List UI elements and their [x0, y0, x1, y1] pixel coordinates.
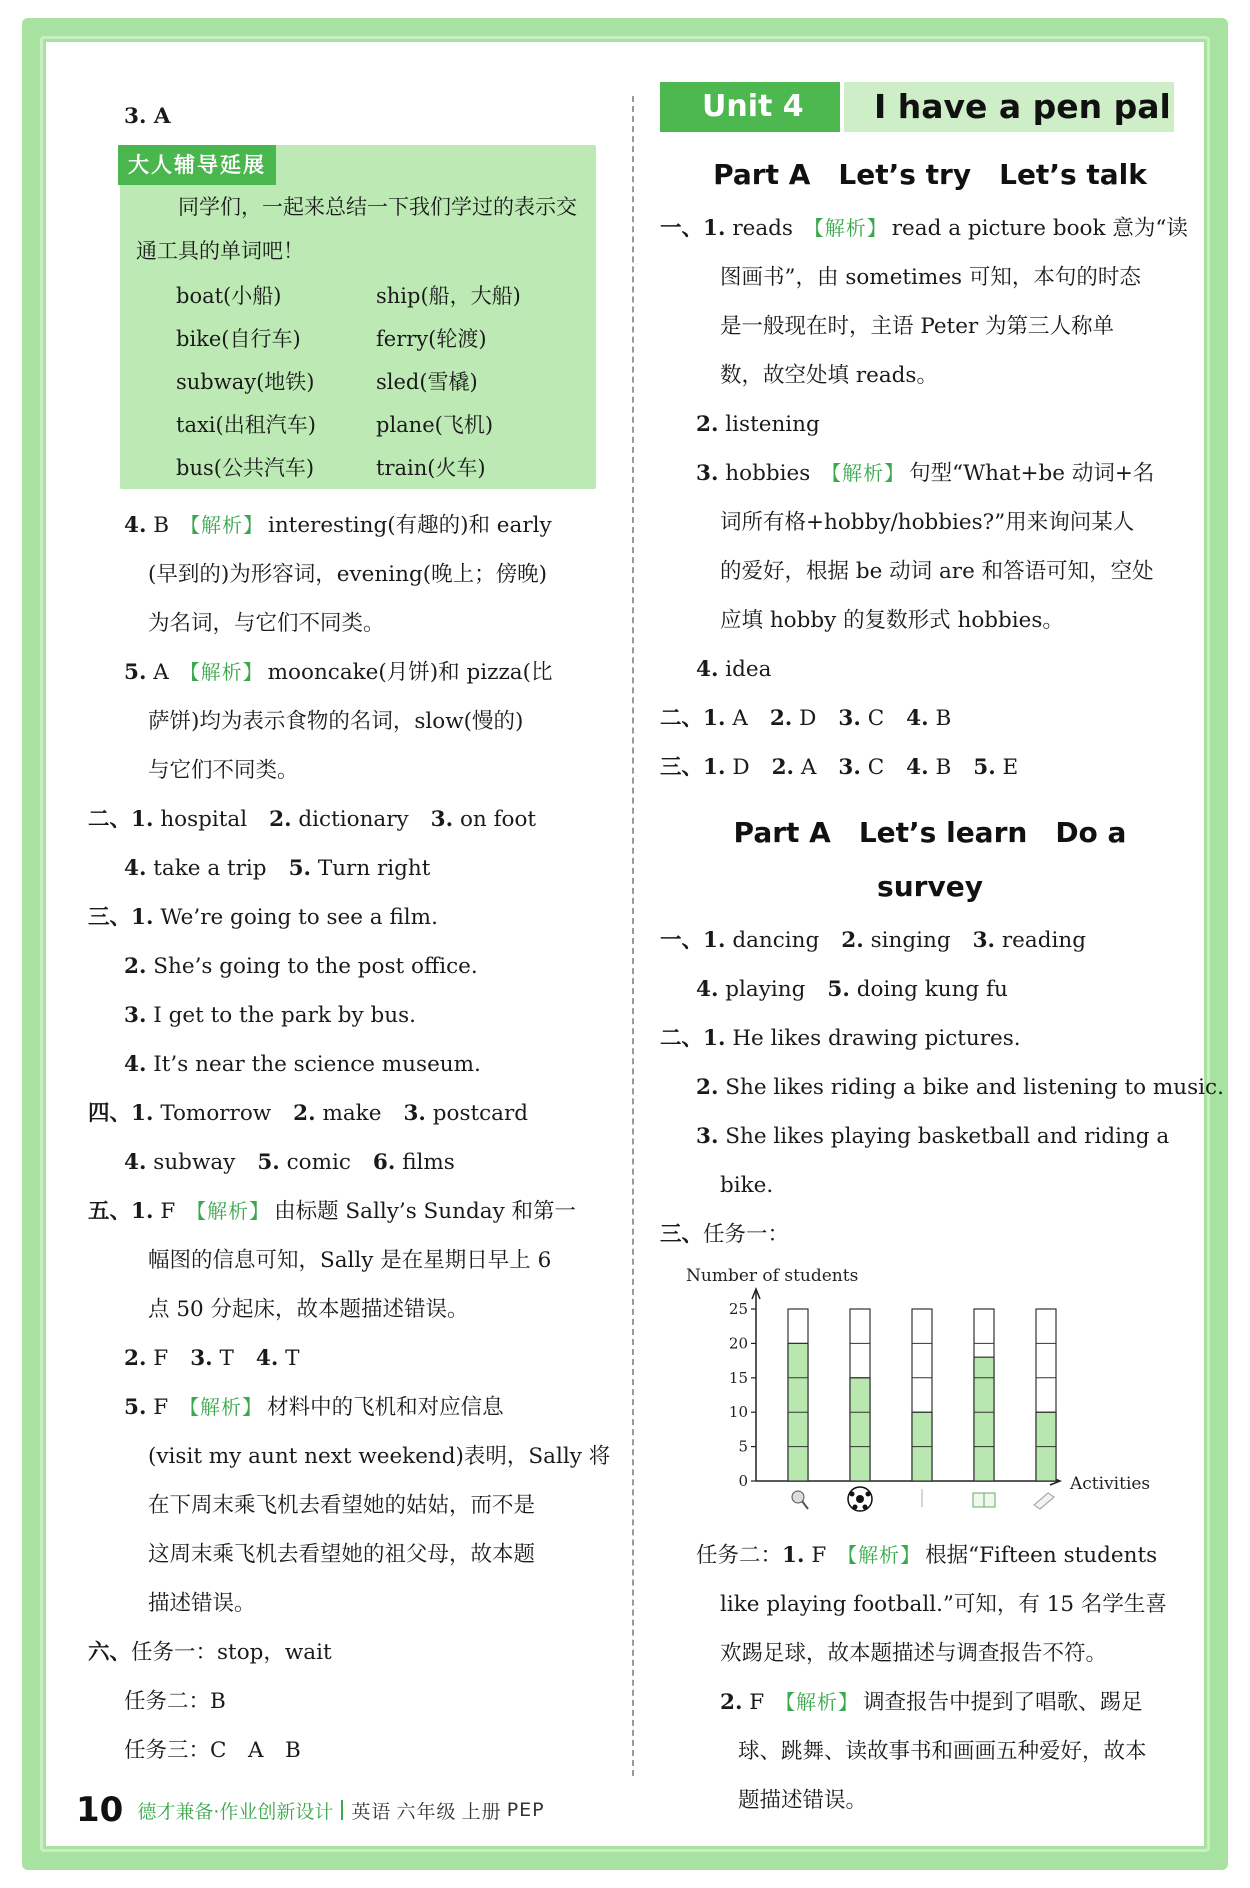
- chart-y-tick-label: 20: [728, 1334, 748, 1353]
- r-t2-answer-1: 二、1. He likes drawing pictures.: [660, 1026, 1021, 1051]
- r-t2-answer-3: 3. She likes playing basketball and riding a: [696, 1124, 1170, 1149]
- chart-y-tick-label: 25: [728, 1300, 748, 1318]
- chart-axes: [729, 1289, 1060, 1490]
- microphone-handle: [802, 1501, 808, 1509]
- vocab-item: sled(雪橇): [376, 370, 478, 394]
- section-2-answers-cont: 4. take a trip 5. Turn right: [124, 856, 431, 881]
- vocab-item: subway(地铁): [176, 370, 315, 394]
- r-t3-task-2-answer-2: 2. F 【解析】 调查报告中提到了唱歌、踢足: [720, 1690, 1143, 1715]
- vocab-item: ship(船，大船): [376, 284, 521, 308]
- r-section-1-answer-3-cont: 词所有格+hobby/hobbies?”用来询问某人: [720, 510, 1135, 535]
- tutor-box-intro: 同学们，一起来总结一下我们学过的表示交通工具的单词吧！: [136, 195, 577, 263]
- section-3-answer-2: 2. She’s going to the post office.: [124, 954, 478, 979]
- r-section-1-answer-1-cont: 数，故空处填 reads。: [720, 363, 938, 388]
- chart-bar: [850, 1378, 870, 1481]
- chart-bar-singing: [788, 1309, 808, 1481]
- chart-y-tick-label: 5: [738, 1437, 748, 1456]
- football-patch: [863, 1505, 868, 1510]
- section-5-answer-1: 五、1. F 【解析】 由标题 Sally’s Sunday 和第一: [88, 1199, 577, 1224]
- chart-bars: [788, 1309, 1056, 1481]
- vocab-row: [176, 318, 596, 361]
- answer-3-prev: 3. A: [124, 104, 171, 129]
- football-patch: [856, 1495, 864, 1503]
- survey-bar-chart: [686, 1259, 1156, 1531]
- r-section-1-answer-3-cont: 的爱好，根据 be 动词 are 和答语可知，空处: [720, 559, 1154, 584]
- vocab-row: [176, 404, 596, 447]
- right-column: [660, 87, 1224, 1825]
- singing-icon: [792, 1491, 808, 1509]
- r-t1-answers: 一、1. dancing 2. singing 3. reading: [660, 928, 1086, 953]
- column-divider: [632, 96, 634, 1776]
- chart-y-tick-label: 0: [738, 1472, 748, 1490]
- section-5-answers-mid: 2. F 3. T 4. T: [124, 1346, 300, 1371]
- vocab-row: [176, 361, 596, 404]
- vocab-item: ferry(轮渡): [376, 327, 487, 351]
- chart-svg: [686, 1259, 1156, 1531]
- football-patch: [853, 1505, 858, 1510]
- r-section-1-answer-3: 3. hobbies 【解析】 句型“What+be 动词+名: [696, 461, 1155, 486]
- answer-4: 4. B 【解析】 interesting(有趣的)和 early: [124, 513, 552, 538]
- section-5-answer-5-cont: 在下周末乘飞机去看望她的姑姑，而不是: [148, 1493, 536, 1518]
- chart-category-icons: [792, 1487, 1054, 1511]
- section-6-task-1: 六、任务一：stop，wait: [88, 1640, 332, 1665]
- answer-4-cont: 为名词，与它们不同类。: [148, 611, 385, 636]
- vocab-item: taxi(出租汽车): [176, 413, 316, 437]
- chart-bar-drawing: [1036, 1309, 1056, 1481]
- unit-banner: [660, 82, 1180, 132]
- football-icon: [848, 1487, 872, 1511]
- section-6-task-2: 任务二：B: [124, 1689, 226, 1714]
- section-3-answer-3: 3. I get to the park by bus.: [124, 1003, 416, 1028]
- vocab-item: bike(自行车): [176, 327, 301, 351]
- page-footer: [76, 1788, 545, 1832]
- vocab-item: boat(小船): [176, 284, 282, 308]
- reading-icon: [973, 1493, 995, 1507]
- section-3-answer-1: 三、1. We’re going to see a film.: [88, 905, 438, 930]
- vocab-row: [176, 275, 596, 318]
- answer-4-cont: (早到的)为形容词，evening(晚上；傍晚): [148, 562, 547, 587]
- r-section-1-answer-1-cont: 是一般现在时，主语 Peter 为第三人称单: [720, 314, 1115, 339]
- page-number: 10: [76, 1790, 124, 1830]
- section-3-answer-4: 4. It’s near the science museum.: [124, 1052, 481, 1077]
- r-t2-answer-2: 2. She likes riding a bike and listening to music.: [696, 1075, 1224, 1100]
- r-t1-answers-cont: 4. playing 5. doing kung fu: [696, 977, 1008, 1002]
- section-5-answer-5-cont: 描述错误。: [148, 1591, 256, 1616]
- chart-bar: [974, 1357, 994, 1481]
- r-section-2-answers: 二、1. A 2. D 3. C 4. B: [660, 706, 952, 731]
- r-section-1-answer-2: 2. listening: [696, 412, 820, 437]
- chart-bar-reading: [974, 1309, 994, 1481]
- r-section-1-answer-1: 一、1. reads 【解析】 read a picture book 意为“读: [660, 216, 1188, 241]
- vocab-row: [176, 447, 596, 490]
- tutor-box-title: 大人辅导延展: [118, 145, 276, 185]
- r-t3-task-2-answer-1: 任务二：1. F 【解析】 根据“Fifteen students: [696, 1543, 1158, 1568]
- r-section-1-answer-1-cont: 图画书”，由 sometimes 可知，本句的时态: [720, 265, 1141, 290]
- chart-y-axis-label: Number of students: [686, 1266, 859, 1286]
- section-5-answer-5-cont: (visit my aunt next weekend)表明，Sally 将: [148, 1444, 611, 1469]
- chart-x-axis-label: Activities: [1070, 1474, 1151, 1494]
- r-section-1-answer-4: 4. idea: [696, 657, 772, 682]
- footer-separator: [341, 1800, 343, 1820]
- chart-y-tick-label: 15: [728, 1368, 748, 1387]
- section-5-answer-5: 5. F 【解析】 材料中的飞机和对应信息: [124, 1395, 504, 1420]
- footer-grade: 六年级: [396, 1800, 457, 1823]
- r-t3-task-2-answer-2-cont: 球、跳舞、读故事书和画画五种爱好，故本: [738, 1739, 1147, 1764]
- vocab-list: [176, 275, 596, 490]
- r-t2-answer-3-cont: bike.: [720, 1173, 774, 1198]
- footer-brand: 德才兼备·作业创新设计: [137, 1800, 334, 1823]
- footer-edition: PEP: [506, 1799, 545, 1821]
- r-t3-task-1: 三、任务一：: [660, 1222, 790, 1247]
- r-t3-task-2-answer-1-cont: like playing football.”可知，有 15 名学生喜: [720, 1592, 1167, 1617]
- section-heading-part-a-learn: Part A Let’s learn Do a survey: [733, 816, 1127, 903]
- answer-5: 5. A 【解析】 mooncake(月饼)和 pizza(比: [124, 660, 553, 685]
- r-section-1-answer-3-cont: 应填 hobby 的复数形式 hobbies。: [720, 608, 1064, 633]
- chart-y-tick-label: 10: [728, 1403, 748, 1422]
- football-patch: [850, 1492, 855, 1497]
- vocab-item: bus(公共汽车): [176, 456, 315, 480]
- left-column: [88, 92, 618, 1775]
- tutor-extension-box: [120, 145, 596, 489]
- section-5-answer-1-cont: 点 50 分起床，故本题描述错误。: [148, 1297, 469, 1322]
- footer-subject: 英语: [351, 1800, 392, 1823]
- chart-bar-football: [850, 1309, 870, 1481]
- unit-title: I have a pen pal: [844, 82, 1174, 132]
- pencil-shape: [1034, 1493, 1054, 1509]
- section-5-answer-5-cont: 这周末乘飞机去看望她的祖父母，故本题: [148, 1542, 536, 1567]
- vocab-item: plane(飞机): [376, 413, 494, 437]
- section-4-answers: 四、1. Tomorrow 2. make 3. postcard: [88, 1101, 529, 1126]
- unit-number: Unit 4: [660, 82, 840, 132]
- drawing-icon: [1034, 1493, 1054, 1509]
- r-section-3-answers: 三、1. D 2. A 3. C 4. B 5. E: [660, 755, 1019, 780]
- section-heading-part-a-talk: Part A Let’s try Let’s talk: [713, 158, 1147, 191]
- section-2-answers: 二、1. hospital 2. dictionary 3. on foot: [88, 807, 537, 832]
- football-patch: [866, 1492, 871, 1497]
- section-6-task-3: 任务三：C A B: [124, 1738, 301, 1763]
- footer-volume: 上册: [461, 1800, 502, 1823]
- section-5-answer-1-cont: 幅图的信息可知，Sally 是在星期日早上 6: [148, 1248, 552, 1273]
- answer-5-cont: 与它们不同类。: [148, 758, 299, 783]
- section-4-answers-cont: 4. subway 5. comic 6. films: [124, 1150, 455, 1175]
- answer-5-cont: 萨饼)均为表示食物的名词，slow(慢的): [148, 709, 524, 734]
- r-t3-task-2-answer-2-cont: 题描述错误。: [738, 1788, 868, 1813]
- chart-bar-dancing: [912, 1309, 932, 1481]
- vocab-item: train(火车): [376, 456, 486, 480]
- r-t3-task-2-answer-1-cont: 欢踢足球，故本题描述与调查报告不符。: [720, 1641, 1108, 1666]
